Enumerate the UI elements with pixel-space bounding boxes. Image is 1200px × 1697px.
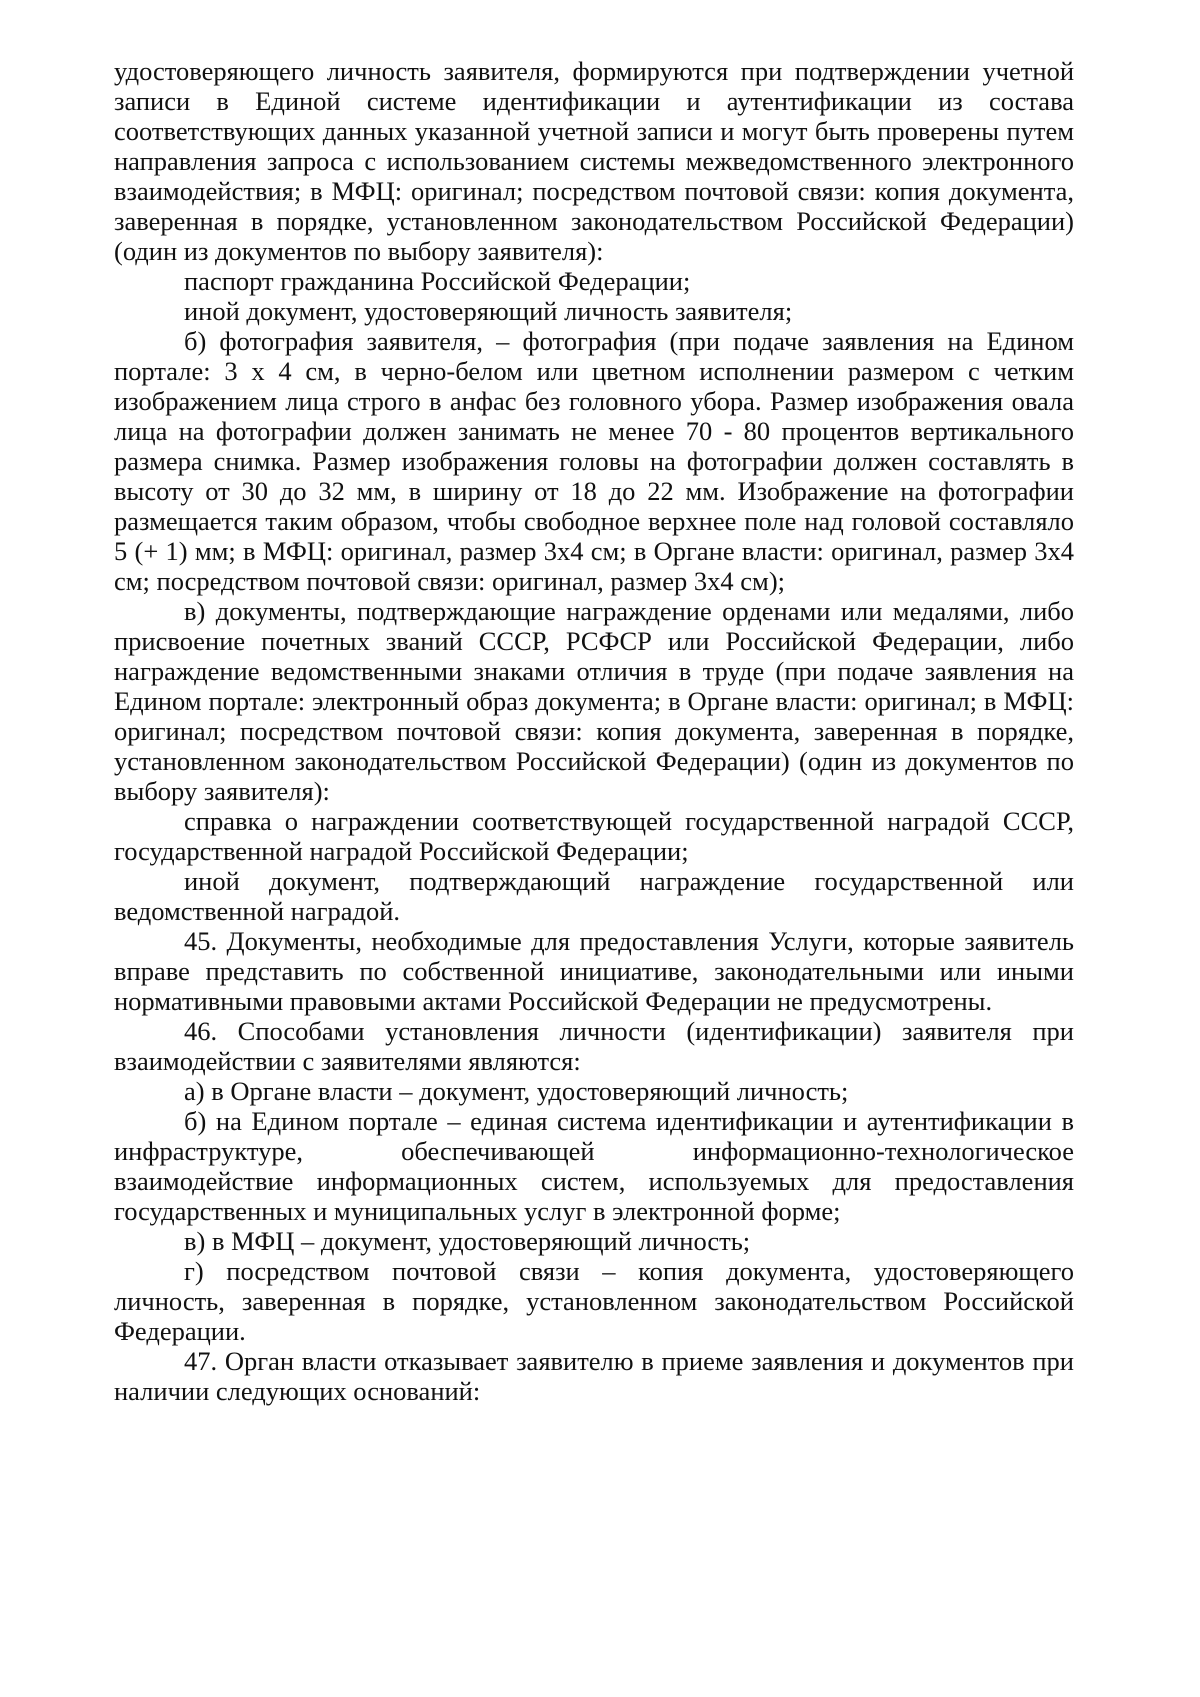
paragraph-award-documents: в) документы, подтверждающие награждение орденами или медалями, либо присвоение почетных званий СССР, РСФСР или Российской Федерации, либо награждение ведомственными знаками отличия в труде (при подаче заявления на Едином портале: электронный образ документа; в Органе власти: оригинал; в МФЦ: оригинал; посредством почтовой связи: копия документа, заверенная в порядке, установленном законодательством Российской Федерации) (один из документов по выбору заявителя): (114, 596, 1074, 806)
paragraph-award-certificate: справка о награждении соответствующей государственной наградой СССР, государственной наградой Российской Федерации; (114, 806, 1074, 866)
paragraph-item-46-a: а) в Органе власти – документ, удостоверяющий личность; (184, 1076, 849, 1106)
paragraph-other-award-doc: иной документ, подтверждающий награждение государственной или ведомственной наградой. (114, 866, 1074, 926)
paragraph-photo-requirements: б) фотография заявителя, – фотография (при подаче заявления на Едином портале: 3 х 4 см, в черно-белом или цветном исполнении размером с четким изображением лица строго в анфас без головного убора. Размер изображения овала лица на фотографии должен занимать не менее 70 - 80 процентов вертикального размера снимка. Размер изображения головы на фотографии должен составлять в высоту от 30 до 32 мм, в ширину от 18 до 22 мм. Изображение на фотографии размещается таким образом, чтобы свободное верхнее поле над головой составляло 5 (+ 1) мм; в МФЦ: оригинал, размер 3х4 см; в Органе власти: оригинал, размер 3х4 см; посредством почтовой связи: оригинал, размер 3х4 см); (114, 326, 1074, 596)
document-page (114, 56, 1074, 1406)
paragraph-identity-docs-continued: удостоверяющего личность заявителя, формируются при подтверждении учетной записи в Единой системе идентификации и аутентификации из состава соответствующих данных указанной учетной записи и могут быть проверены путем направления запроса с использованием системы межведомственного электронного взаимодействия; в МФЦ: оригинал; посредством почтовой связи: копия документа, заверенная в порядке, установленном законодательством Российской Федерации) (один из документов по выбору заявителя): (114, 56, 1074, 266)
paragraph-item-46-g: г) посредством почтовой связи – копия документа, удостоверяющего личность, заверенная в порядке, установленном законодательством Российской Федерации. (114, 1256, 1074, 1346)
paragraph-item-45: 45. Документы, необходимые для предоставления Услуги, которые заявитель вправе представить по собственной инициативе, законодательными или иными нормативными правовыми актами Российской Федерации не предусмотрены. (114, 926, 1074, 1016)
paragraph-item-47: 47. Орган власти отказывает заявителю в приеме заявления и документов при наличии следующих оснований: (114, 1346, 1074, 1406)
paragraph-passport: паспорт гражданина Российской Федерации; (184, 266, 691, 296)
paragraph-item-46-v: в) в МФЦ – документ, удостоверяющий личность; (184, 1226, 751, 1256)
paragraph-item-46: 46. Способами установления личности (идентификации) заявителя при взаимодействии с заявителями являются: (114, 1016, 1074, 1076)
paragraph-item-46-b: б) на Едином портале – единая система идентификации и аутентификации в инфраструктуре, обеспечивающей информационно-технологическое взаимодействие информационных систем, используемых для предоставления государственных и муниципальных услуг в электронной форме; (114, 1106, 1074, 1226)
paragraph-other-identity-doc: иной документ, удостоверяющий личность заявителя; (184, 296, 793, 326)
